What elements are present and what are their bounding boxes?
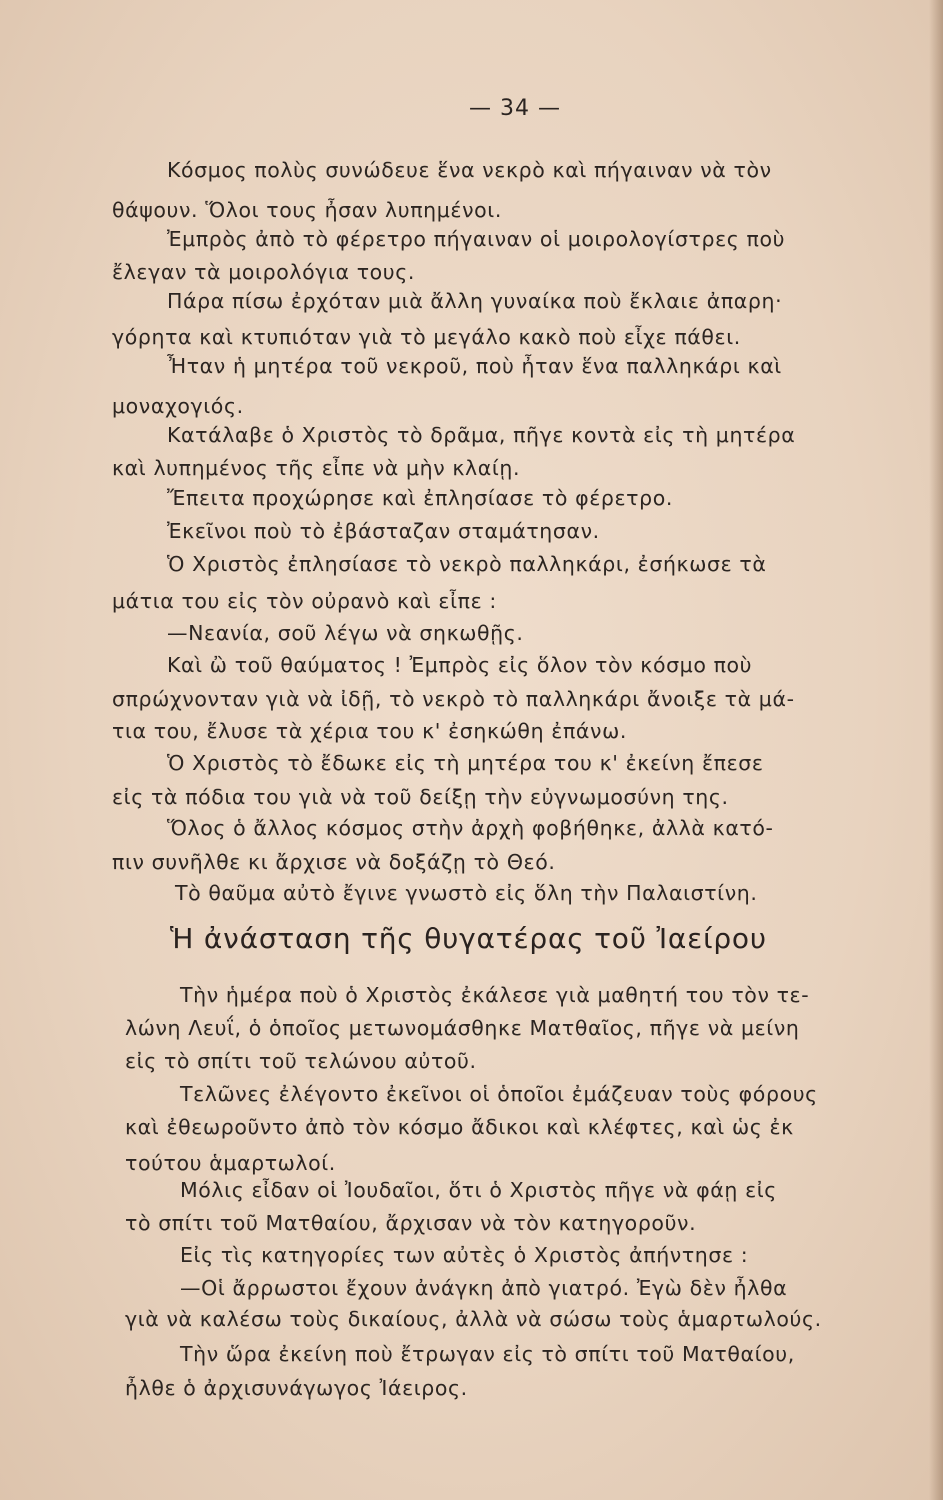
text-line: γιὰ νὰ καλέσω τοὺς δικαίους, ἀλλὰ νὰ σώσω τοὺς ἁμαρτωλούς. — [125, 1307, 822, 1331]
text-line: Ἔπειτα προχώρησε καὶ ἐπλησίασε τὸ φέρετρο. — [167, 486, 673, 510]
page-edge-shadow — [929, 0, 943, 1500]
text-line: Ὁ Χριστὸς τὸ ἔδωκε εἰς τὴ μητέρα του κ' ἐκείνη ἔπεσε — [167, 751, 764, 775]
text-line: —Οἱ ἄρρωστοι ἔχουν ἀνάγκη ἀπὸ γιατρό. Ἐγὼ δὲν ἦλθα — [180, 1276, 788, 1300]
text-line: ἔλεγαν τὰ μοιρολόγια τους. — [112, 260, 416, 284]
text-line: Κατάλαβε ὁ Χριστὸς τὸ δρᾶμα, πῆγε κοντὰ εἰς τὴ μητέρα — [167, 423, 796, 447]
text-line: λώνη Λευΐ, ὁ ὁποῖος μετωνομάσθηκε Ματθαῖος, πῆγε νὰ μείνη — [125, 1016, 800, 1040]
text-line: γόρητα καὶ κτυπιόταν γιὰ τὸ μεγάλο κακὸ ποὺ εἶχε πάθει. — [112, 325, 741, 349]
text-line: θάψουν. Ὅλοι τους ἦσαν λυπημένοι. — [112, 198, 502, 222]
text-line: Τελῶνες ἐλέγοντο ἐκεῖνοι οἱ ὁποῖοι ἐμάζευαν τοὺς φόρους — [180, 1082, 818, 1106]
text-line: πιν συνῆλθε κι ἄρχισε νὰ δοξάζῃ τὸ Θεό. — [112, 850, 556, 874]
text-line: Ἐκεῖνοι ποὺ τὸ ἐβάσταζαν σταμάτησαν. — [167, 519, 600, 543]
text-line: εἰς τὰ πόδια του γιὰ νὰ τοῦ δείξῃ τὴν εὐγνωμοσύνη της. — [112, 785, 729, 809]
text-line: Πάρα πίσω ἐρχόταν μιὰ ἄλλη γυναίκα ποὺ ἔκλαιε ἀπαρη· — [167, 289, 783, 313]
text-line: Ἐμπρὸς ἀπὸ τὸ φέρετρο πήγαιναν οἱ μοιρολογίστρες ποὺ — [167, 227, 786, 251]
text-line: μοναχογιός. — [112, 394, 244, 418]
section-heading: Ἡ ἀνάσταση τῆς θυγατέρας τοῦ Ἰαείρου — [170, 922, 767, 955]
text-line: —Νεανία, σοῦ λέγω νὰ σηκωθῇς. — [167, 621, 524, 645]
text-line: Καὶ ὢ τοῦ θαύματος ! Ἐμπρὸς εἰς ὅλον τὸν κόσμο ποὺ — [167, 653, 753, 677]
text-line: Ὁ Χριστὸς ἐπλησίασε τὸ νεκρὸ παλληκάρι, ἐσήκωσε τὰ — [167, 552, 767, 576]
text-line: Κόσμος πολὺς συνώδευε ἕνα νεκρὸ καὶ πήγαιναν νὰ τὸν — [167, 158, 772, 182]
text-line: Τὴν ὥρα ἐκείνη ποὺ ἔτρωγαν εἰς τὸ σπίτι τοῦ Ματθαίου, — [180, 1342, 795, 1366]
text-line: καὶ ἐθεωροῦντο ἀπὸ τὸν κόσμο ἄδικοι καὶ κλέφτες, καὶ ὡς ἐκ — [125, 1115, 794, 1139]
text-line: Ἦταν ἡ μητέρα τοῦ νεκροῦ, ποὺ ἦταν ἕνα παλληκάρι καὶ — [167, 354, 782, 378]
text-line: Τὸ θαῦμα αὐτὸ ἔγινε γνωστὸ εἰς ὅλη τὴν Παλαιστίνη. — [175, 881, 758, 905]
text-line: Εἰς τὶς κατηγορίες των αὐτὲς ὁ Χριστὸς ἀπήντησε : — [180, 1243, 749, 1267]
text-line: σπρώχνονταν γιὰ νὰ ἰδῇ, τὸ νεκρὸ τὸ παλληκάρι ἄνοιξε τὰ μά- — [112, 687, 795, 711]
text-line: ἦλθε ὁ ἀρχισυνάγωγος Ἰάειρος. — [125, 1376, 468, 1400]
text-line: τὸ σπίτι τοῦ Ματθαίου, ἄρχισαν νὰ τὸν κατηγοροῦν. — [125, 1211, 697, 1235]
text-line: Μόλις εἶδαν οἱ Ἰουδαῖοι, ὅτι ὁ Χριστὸς πῆγε νὰ φάῃ εἰς — [180, 1178, 777, 1202]
text-line: Ὅλος ὁ ἄλλος κόσμος στὴν ἀρχὴ φοβήθηκε, ἀλλὰ κατό- — [167, 816, 774, 840]
text-line: μάτια του εἰς τὸν οὐρανὸ καὶ εἶπε : — [112, 589, 497, 613]
page-number: — 34 — — [469, 96, 561, 121]
text-line: καὶ λυπημένος τῆς εἶπε νὰ μὴν κλαίῃ. — [112, 456, 521, 480]
text-line: εἰς τὸ σπίτι τοῦ τελώνου αὐτοῦ. — [125, 1049, 477, 1073]
text-line: τια του, ἔλυσε τὰ χέρια του κ' ἐσηκώθη ἐπάνω. — [112, 719, 627, 743]
text-line: Τὴν ἡμέρα ποὺ ὁ Χριστὸς ἐκάλεσε γιὰ μαθητή του τὸν τε- — [180, 983, 810, 1007]
text-line: τούτου ἁμαρτωλοί. — [125, 1151, 336, 1175]
